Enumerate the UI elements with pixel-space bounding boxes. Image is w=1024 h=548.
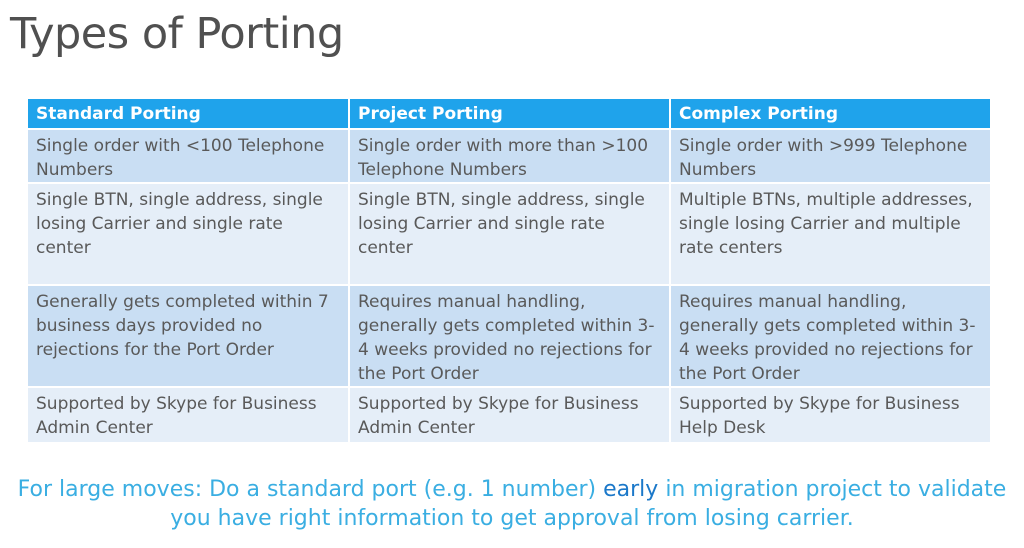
table-row <box>28 129 990 183</box>
table-cell: Requires manual handling, generally gets completed within 3-4 weeks provided no rejections for the Port Order <box>670 285 990 387</box>
footer-text-before: For large moves: Do a standard port (e.g. 1 number) <box>17 477 604 502</box>
table-cell: Supported by Skype for Business Admin Center <box>28 387 349 442</box>
footer-line-1 <box>0 475 1024 504</box>
table-row <box>28 387 990 442</box>
table-cell: Single order with more than >100 Telephone Numbers <box>349 129 670 183</box>
footer-note <box>0 475 1024 533</box>
footer-text-after: in migration project to validate <box>658 477 1007 502</box>
slide-title: Types of Porting <box>10 9 344 59</box>
table-cell: Single order with <100 Telephone Numbers <box>28 129 349 183</box>
table-cell: Requires manual handling, generally gets completed within 3-4 weeks provided no rejections for the Port Order <box>349 285 670 387</box>
table-cell: Multiple BTNs, multiple addresses, single losing Carrier and multiple rate centers <box>670 183 990 285</box>
table-cell: Generally gets completed within 7 business days provided no rejections for the Port Order <box>28 285 349 387</box>
table-row <box>28 183 990 285</box>
table-header-row <box>28 99 990 129</box>
table-row <box>28 285 990 387</box>
table-cell: Supported by Skype for Business Help Desk <box>670 387 990 442</box>
table-cell: Single BTN, single address, single losing Carrier and single rate center <box>349 183 670 285</box>
table-cell: Supported by Skype for Business Admin Center <box>349 387 670 442</box>
header-project-porting: Project Porting <box>349 99 670 129</box>
table-cell: Single BTN, single address, single losing Carrier and single rate center <box>28 183 349 285</box>
porting-types-table <box>28 99 990 442</box>
header-standard-porting: Standard Porting <box>28 99 349 129</box>
table-cell: Single order with >999 Telephone Numbers <box>670 129 990 183</box>
header-complex-porting: Complex Porting <box>670 99 990 129</box>
footer-line-2: you have right information to get approval from losing carrier. <box>170 506 854 531</box>
footer-emphasis: early <box>603 477 659 502</box>
